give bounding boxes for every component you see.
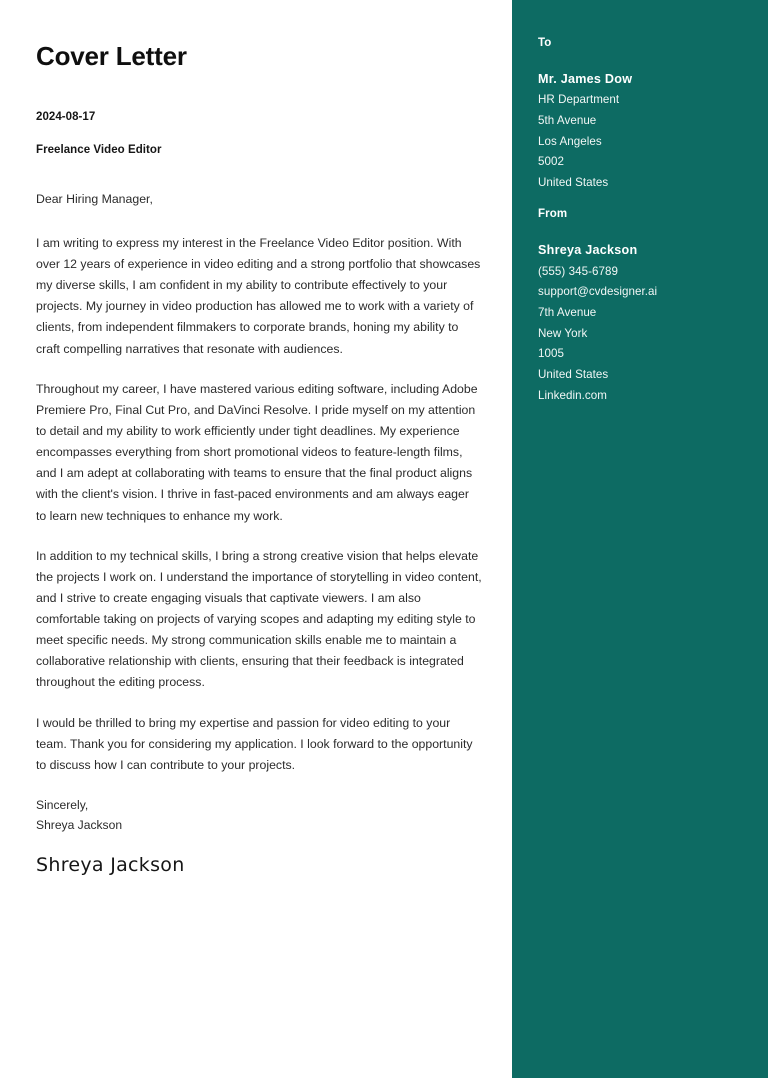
letter-body: [36, 233, 482, 776]
sender-line: New York: [538, 326, 588, 340]
recipient-line: United States: [538, 175, 609, 189]
sidebar-divider-space: [538, 193, 746, 207]
from-heading: From: [538, 208, 568, 221]
letter-paragraph: I would be thrilled to bring my expertise and passion for video editing to your team. Thank you for considering my application. I look forward to the opportunity to discuss how I can contribute to your projects.: [36, 715, 473, 772]
closing-word: Sincerely,: [36, 798, 89, 813]
recipient-name: Mr. James Dow: [538, 71, 633, 86]
from-block: [538, 240, 746, 406]
sender-website: Linkedin.com: [538, 388, 607, 402]
recipient-line: HR Department: [538, 93, 620, 107]
letter-date: 2024-08-17: [36, 110, 96, 123]
recipient-line: 5th Avenue: [538, 113, 597, 127]
letter-meta: [36, 110, 482, 158]
sender-line: 1005: [538, 347, 564, 361]
sender-line: United States: [538, 367, 609, 381]
to-heading: To: [538, 37, 552, 49]
closing-name: Shreya Jackson: [36, 818, 123, 833]
contact-sidebar: [512, 0, 768, 1078]
sender-line: 7th Avenue: [538, 306, 597, 320]
sender-email: support@cvdesigner.ai: [538, 285, 658, 299]
letter-paragraph: I am writing to express my interest in the Freelance Video Editor position. With over 12 years of experience in video editing and a strong portfolio that showcases my diverse skills, I am confident in my ability to contribute effectively to your projects. My journey in video production has allowed me to work with a variety of clients, from independent filmmakers to corporate brands, honing my ability to craft compelling narratives that resonate with audiences.: [36, 235, 481, 356]
recipient-line: 5002: [538, 155, 564, 169]
letter-closing: [36, 795, 482, 836]
sender-name: Shreya Jackson: [538, 243, 638, 258]
job-title: Freelance Video Editor: [36, 143, 162, 156]
letter-paragraph: Throughout my career, I have mastered various editing software, including Adobe Premiere Pro, Final Cut Pro, and DaVinci Resolve. I pride myself on my attention to detail and my ability to work efficiently under tight deadlines. My experience encompasses everything from short promotional videos to feature-length films, and I am adept at collaborating with teams to ensure that the final product aligns with the client's vision. I thrive in fast-paced environments and am always eager to learn new techniques to enhance my work.: [36, 381, 478, 523]
page-title: Cover Letter: [36, 41, 187, 71]
recipient-line: Los Angeles: [538, 134, 602, 148]
letter-paragraph: In addition to my technical skills, I bring a strong creative vision that helps elevate the projects I work on. I understand the importance of storytelling in video content, and I strive to create engaging visuals that captivate viewers. I am also comfortable taking on projects of varying scopes and adapting my editing style to meet specific needs. My strong communication skills enable me to maintain a collaborative relationship with clients, ensuring that their feedback is integrated throughout the editing process.: [36, 548, 482, 690]
sender-phone: (555) 345-6789: [538, 264, 618, 278]
salutation: Dear Hiring Manager,: [36, 191, 153, 206]
signature: Shreya Jackson: [36, 853, 185, 876]
to-block: [538, 69, 746, 194]
